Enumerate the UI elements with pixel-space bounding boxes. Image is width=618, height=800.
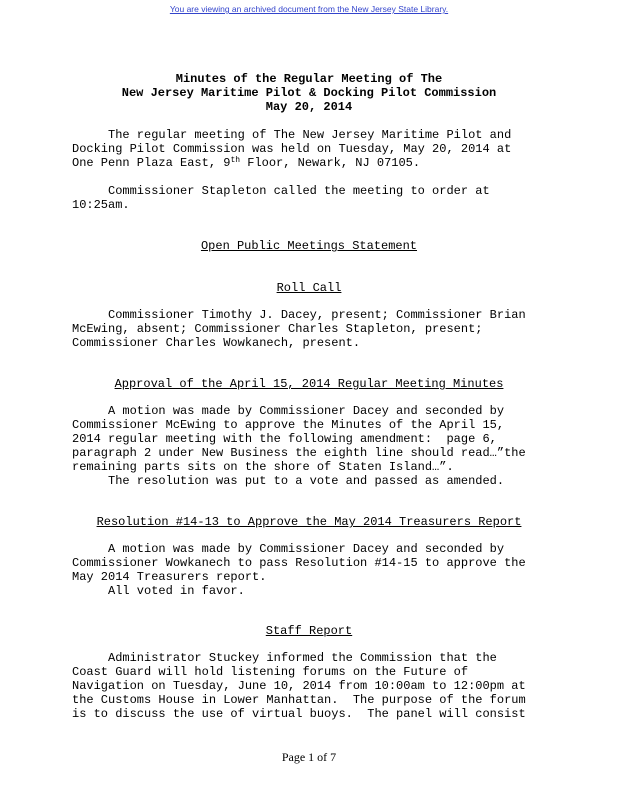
heading-open-public-meetings: Open Public Meetings Statement xyxy=(200,239,418,253)
page-number: Page 1 of 7 xyxy=(281,750,337,764)
approval-line-1: A motion was made by Commissioner Dacey and seconded by xyxy=(72,404,505,418)
approval-line-2: Commissioner McEwing to approve the Minutes of the April 15, xyxy=(72,418,505,432)
intro-line-3 xyxy=(72,156,420,170)
staff-line-3: Navigation on Tuesday, June 10, 2014 from 10:00am to 12:00pm at xyxy=(72,679,526,693)
approval-line-5: remaining parts sits on the shore of Staten Island…”. xyxy=(72,460,454,474)
heading-resolution: Resolution #14-13 to Approve the May 2014 Treasurers Report xyxy=(96,515,522,529)
approval-line-3: 2014 regular meeting with the following amendment: page 6, xyxy=(72,432,497,446)
call-to-order-line-1: Commissioner Stapleton called the meeting to order at xyxy=(72,184,490,198)
title-date: May 20, 2014 xyxy=(265,100,353,114)
intro-line-3-post: Floor, Newark, NJ 07105. xyxy=(240,156,421,170)
approval-line-4: paragraph 2 under New Business the eighth line should read…”the xyxy=(72,446,526,460)
call-to-order-line-2: 10:25am. xyxy=(72,198,130,212)
approval-line-6: The resolution was put to a vote and passed as amended. xyxy=(72,474,505,488)
staff-line-2: Coast Guard will hold listening forums on the Future of xyxy=(72,665,469,679)
resolution-line-2: Commissioner Wowkanech to pass Resolution #14-15 to approve the xyxy=(72,556,526,570)
heading-staff-report: Staff Report xyxy=(265,624,353,638)
title-line-2: New Jersey Maritime Pilot & Docking Pilot Commission xyxy=(121,86,497,100)
staff-line-4: the Customs House in Lower Manhattan. The purpose of the forum xyxy=(72,693,526,707)
heading-roll-call: Roll Call xyxy=(276,281,342,295)
roll-call-line-2: McEwing, absent; Commissioner Charles Stapleton, present; xyxy=(72,322,483,336)
staff-line-5: is to discuss the use of virtual buoys. The panel will consist xyxy=(72,707,526,721)
staff-line-1: Administrator Stuckey informed the Commission that the xyxy=(72,651,497,665)
resolution-line-3: May 2014 Treasurers report. xyxy=(72,570,267,584)
title-line-1: Minutes of the Regular Meeting of The xyxy=(175,72,443,86)
intro-line-2: Docking Pilot Commission was held on Tuesday, May 20, 2014 at xyxy=(72,142,512,156)
resolution-line-4: All voted in favor. xyxy=(72,584,245,598)
floor-ordinal-suffix: th xyxy=(230,156,241,165)
resolution-line-1: A motion was made by Commissioner Dacey and seconded by xyxy=(72,542,505,556)
intro-line-3-pre: One Penn Plaza East, 9 xyxy=(72,156,231,170)
heading-approval-minutes: Approval of the April 15, 2014 Regular Meeting Minutes xyxy=(114,377,504,391)
archive-banner-link[interactable]: You are viewing an archived document from the New Jersey State Library. xyxy=(169,4,449,14)
roll-call-line-1: Commissioner Timothy J. Dacey, present; Commissioner Brian xyxy=(72,308,526,322)
intro-line-1: The regular meeting of The New Jersey Maritime Pilot and xyxy=(72,128,512,142)
roll-call-line-3: Commissioner Charles Wowkanech, present. xyxy=(72,336,361,350)
